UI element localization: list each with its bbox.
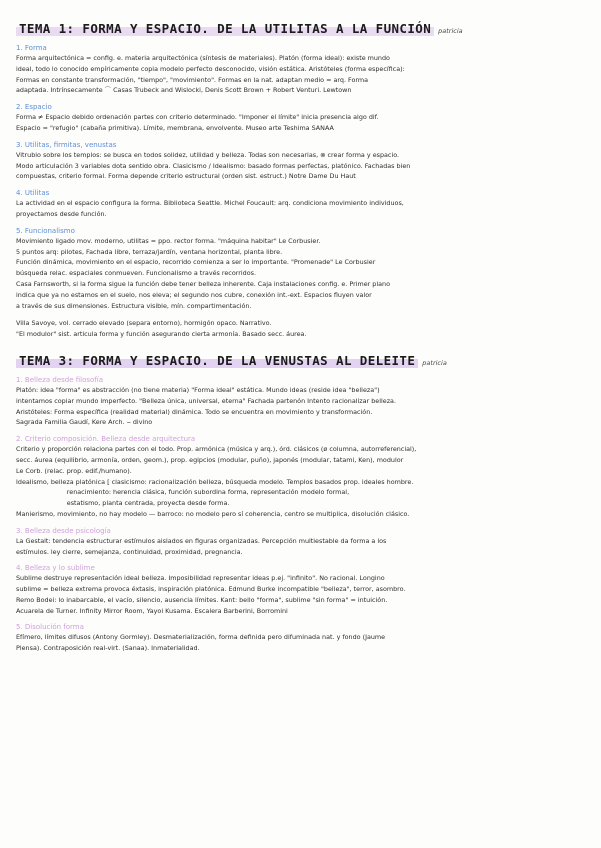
tema3-title: TEMA 3: FORMA Y ESPACIO. DE LA VENUSTAS AL DELEITE xyxy=(16,353,418,368)
tema3-author: patricia xyxy=(422,358,447,367)
text-line: Casa Farnsworth, si la forma sigue la función debe tener belleza inherente. Caja instalaciones config. e. Primer plano xyxy=(16,279,391,288)
text-line: Vitrubio sobre los templos: se busca en todos solidez, utilidad y belleza. Todas son necesarias, ⊗ crear forma y espacio. xyxy=(16,150,400,159)
section-heading: 2. Criterio composición. Belleza desde arquitectura xyxy=(16,435,196,444)
section-heading: 5. Disolución forma xyxy=(16,623,84,632)
section-heading: 1. Forma xyxy=(16,44,47,52)
text-line: La actividad en el espacio configura la forma. Biblioteca Seattle. Michel Foucault: arq. condiciona movimiento individuos, xyxy=(16,199,404,208)
tema3-header xyxy=(16,350,588,369)
section-heading: 4. Utilitas xyxy=(16,189,50,198)
text-line: La Gestalt: tendencia estructurar estímulos aislados en figuras organizadas. Percepción multiestable da forma a los xyxy=(16,536,387,545)
text-line: sublime = belleza extrema provoca éxtasis, inspiración platónica. Edmund Burke incompatible "belleza", terror, asombro. xyxy=(16,585,406,594)
text-line: Efímero, límites difusos (Antony Gormley). Desmaterialización, forma definida pero difuminada nat. y fondo (Jaume xyxy=(16,633,386,642)
text-line: Sagrada Familia Gaudí, Kere Arch. ⌣ divino xyxy=(16,418,153,427)
text-line: Criterio y proporción relaciona partes con el todo. Prop. armónica (música y arq.), órd. clásicos (ø columna, autorreferencial), xyxy=(16,445,417,454)
tema1-section-espacio xyxy=(16,103,588,134)
tema1-title: TEMA 1: FORMA Y ESPACIO. DE LA UTILITAS A LA FUNCIÓN xyxy=(16,21,434,36)
tema3-section-composicion xyxy=(16,435,588,520)
section-heading: 4. Belleza y lo sublime xyxy=(16,564,95,573)
section-heading: 3. Belleza desde psicología xyxy=(16,526,111,535)
tema1-section-forma xyxy=(16,44,588,96)
text-line: Plensa). Contraposición real-virt. (Sanaa). Inmaterialidad. xyxy=(16,644,200,653)
text-line: adaptada. Intrínsecamente ⌒ Casas Trubeck and Wislocki, Denis Scott Brown + Robert Venturi. Lewtown xyxy=(16,86,352,95)
text-line: Modo articulación 3 variables dota sentido obra. Clasicismo / Idealismo: basado formas perfectas, platónico. Fachadas bien xyxy=(16,161,411,170)
text-line: Platón: idea "forma" es abstracción (no tiene materia) "Forma ideal" estática. Mundo ideas (reside idea "belleza") xyxy=(16,385,380,394)
text-line: estatismo, planta centrada, proyecta desde forma. xyxy=(16,499,230,508)
text-line: ideal, todo lo conocido empíricamente copia modelo perfecto desconocido, visión estática. Aristóteles (forma específica): xyxy=(16,64,405,73)
tema3-section-sublime xyxy=(16,564,588,616)
tema3-section-filosofia xyxy=(16,376,588,428)
text-line: compuestas, criterio formal. Forma depende criterio estructural (orden sist. estruct.) Notre Dame Du Haut xyxy=(16,172,356,181)
text-line: Aristóteles: Forma específica (realidad material) dinámica. Todo se encuentra en movimiento y transformación. xyxy=(16,407,373,416)
tema1-header xyxy=(16,18,588,37)
text-line: Manierismo, movimiento, no hay modelo — barroco: no modelo pero sí coherencia, centro se multiplica, disolución clásico. xyxy=(16,509,410,518)
text-line: a través de sus dimensiones. Estructura visible, mín. compartimentación. xyxy=(16,301,252,310)
text-line: "El modulor" sist. articula forma y función asegurando cierta armonía. Basado secc. áurea. xyxy=(16,330,307,339)
text-line: indica que ya no estamos en el suelo, nos eleva; el segundo nos cubre, conexión int.-ext. Espacios fluyen valor xyxy=(16,290,372,299)
text-line: renacimiento: herencia clásica, función subordina forma, representación modelo formal, xyxy=(16,488,350,497)
section-heading: 2. Espacio xyxy=(16,103,52,112)
text-line: Acuarela de Turner. Infinity Mirror Room, Yayoi Kusama. Escalera Barberini, Borromini xyxy=(16,606,288,615)
section-heading: 1. Belleza desde filosofía xyxy=(16,375,104,384)
text-line: búsqueda relac. espaciales conmueven. Funcionalismo a través recorridos. xyxy=(16,269,256,278)
text-line: intentamos copiar mundo imperfecto. "Belleza única, universal, eterna" Fachada partenón Intento racionalizar belleza. xyxy=(16,396,396,405)
text-line: Función dinámica, movimiento en el espacio, recorrido comienza a ser lo importante. "Promenade" Le Corbusier xyxy=(16,258,376,267)
text-line: Forma arquitectónica = config. e. materia arquitectónica (síntesis de materiales). Platón (forma ideal): existe mundo xyxy=(16,54,390,62)
tema3-section-disolucion xyxy=(16,623,588,654)
spacer xyxy=(16,311,588,318)
text-line: secc. áurea (equilibrio, armonía, orden, geom.), prop. egipcios (modular, puño), japonés (modular, tatami, Ken), modulor xyxy=(16,455,404,464)
tema1-author: patricia xyxy=(438,27,463,35)
text-line: Movimiento ligado mov. moderno, utilitas = ppo. rector forma. "máquina habitar" Le Corbusier. xyxy=(16,236,321,245)
text-line: Villa Savoye, vol. cerrado elevado (separa entorno), hormigón opaco. Narrativo. xyxy=(16,319,272,328)
tema3-section-psicologia xyxy=(16,527,588,558)
text-line: Espacio = "refugio" (cabaña primitiva). Límite, membrana, envolvente. Museo arte Teshima SANAA xyxy=(16,123,334,132)
tema1-section-funcionalismo xyxy=(16,227,588,340)
text-line: Formas en constante transformación, "tiempo", "movimiento". Formas en la nat. adaptan medio = arq. Forma xyxy=(16,75,369,84)
text-line: Forma ≠ Espacio debido ordenación partes con criterio determinado. "Imponer el límite" inicia presencia algo dif. xyxy=(16,113,379,122)
notes-page xyxy=(16,18,588,654)
tema1-section-utilitas-firmitas xyxy=(16,141,588,182)
section-heading: 5. Funcionalismo xyxy=(16,226,75,235)
text-line: Sublime destruye representación ideal belleza. Imposibilidad representar ideas p.ej. "infinito". No racional. Longino xyxy=(16,574,385,583)
text-line: Remo Bodei: lo inabarcable, el vacío, silencio, ausencia límites. Kant: bello "forma", sublime "sin forma" = intuición. xyxy=(16,595,388,604)
text-line: proyectamos desde función. xyxy=(16,209,107,218)
section-heading: 3. Utilitas, firmitas, venustas xyxy=(16,140,117,149)
text-line: estímulos. ley cierre, semejanza, continuidad, proximidad, pregnancia. xyxy=(16,547,243,556)
text-line: Le Corb. (relac. prop. edif./humano). xyxy=(16,466,132,475)
text-line: Idealismo, belleza platónica [ clasicismo: racionalización belleza, búsqueda modelo. Templos basados prop. ideales hombre. xyxy=(16,477,414,486)
tema1-section-utilitas xyxy=(16,189,588,220)
text-line: 5 puntos arq: pilotes, Fachada libre, terraza/jardín, ventana horizontal, planta libre. xyxy=(16,247,283,256)
